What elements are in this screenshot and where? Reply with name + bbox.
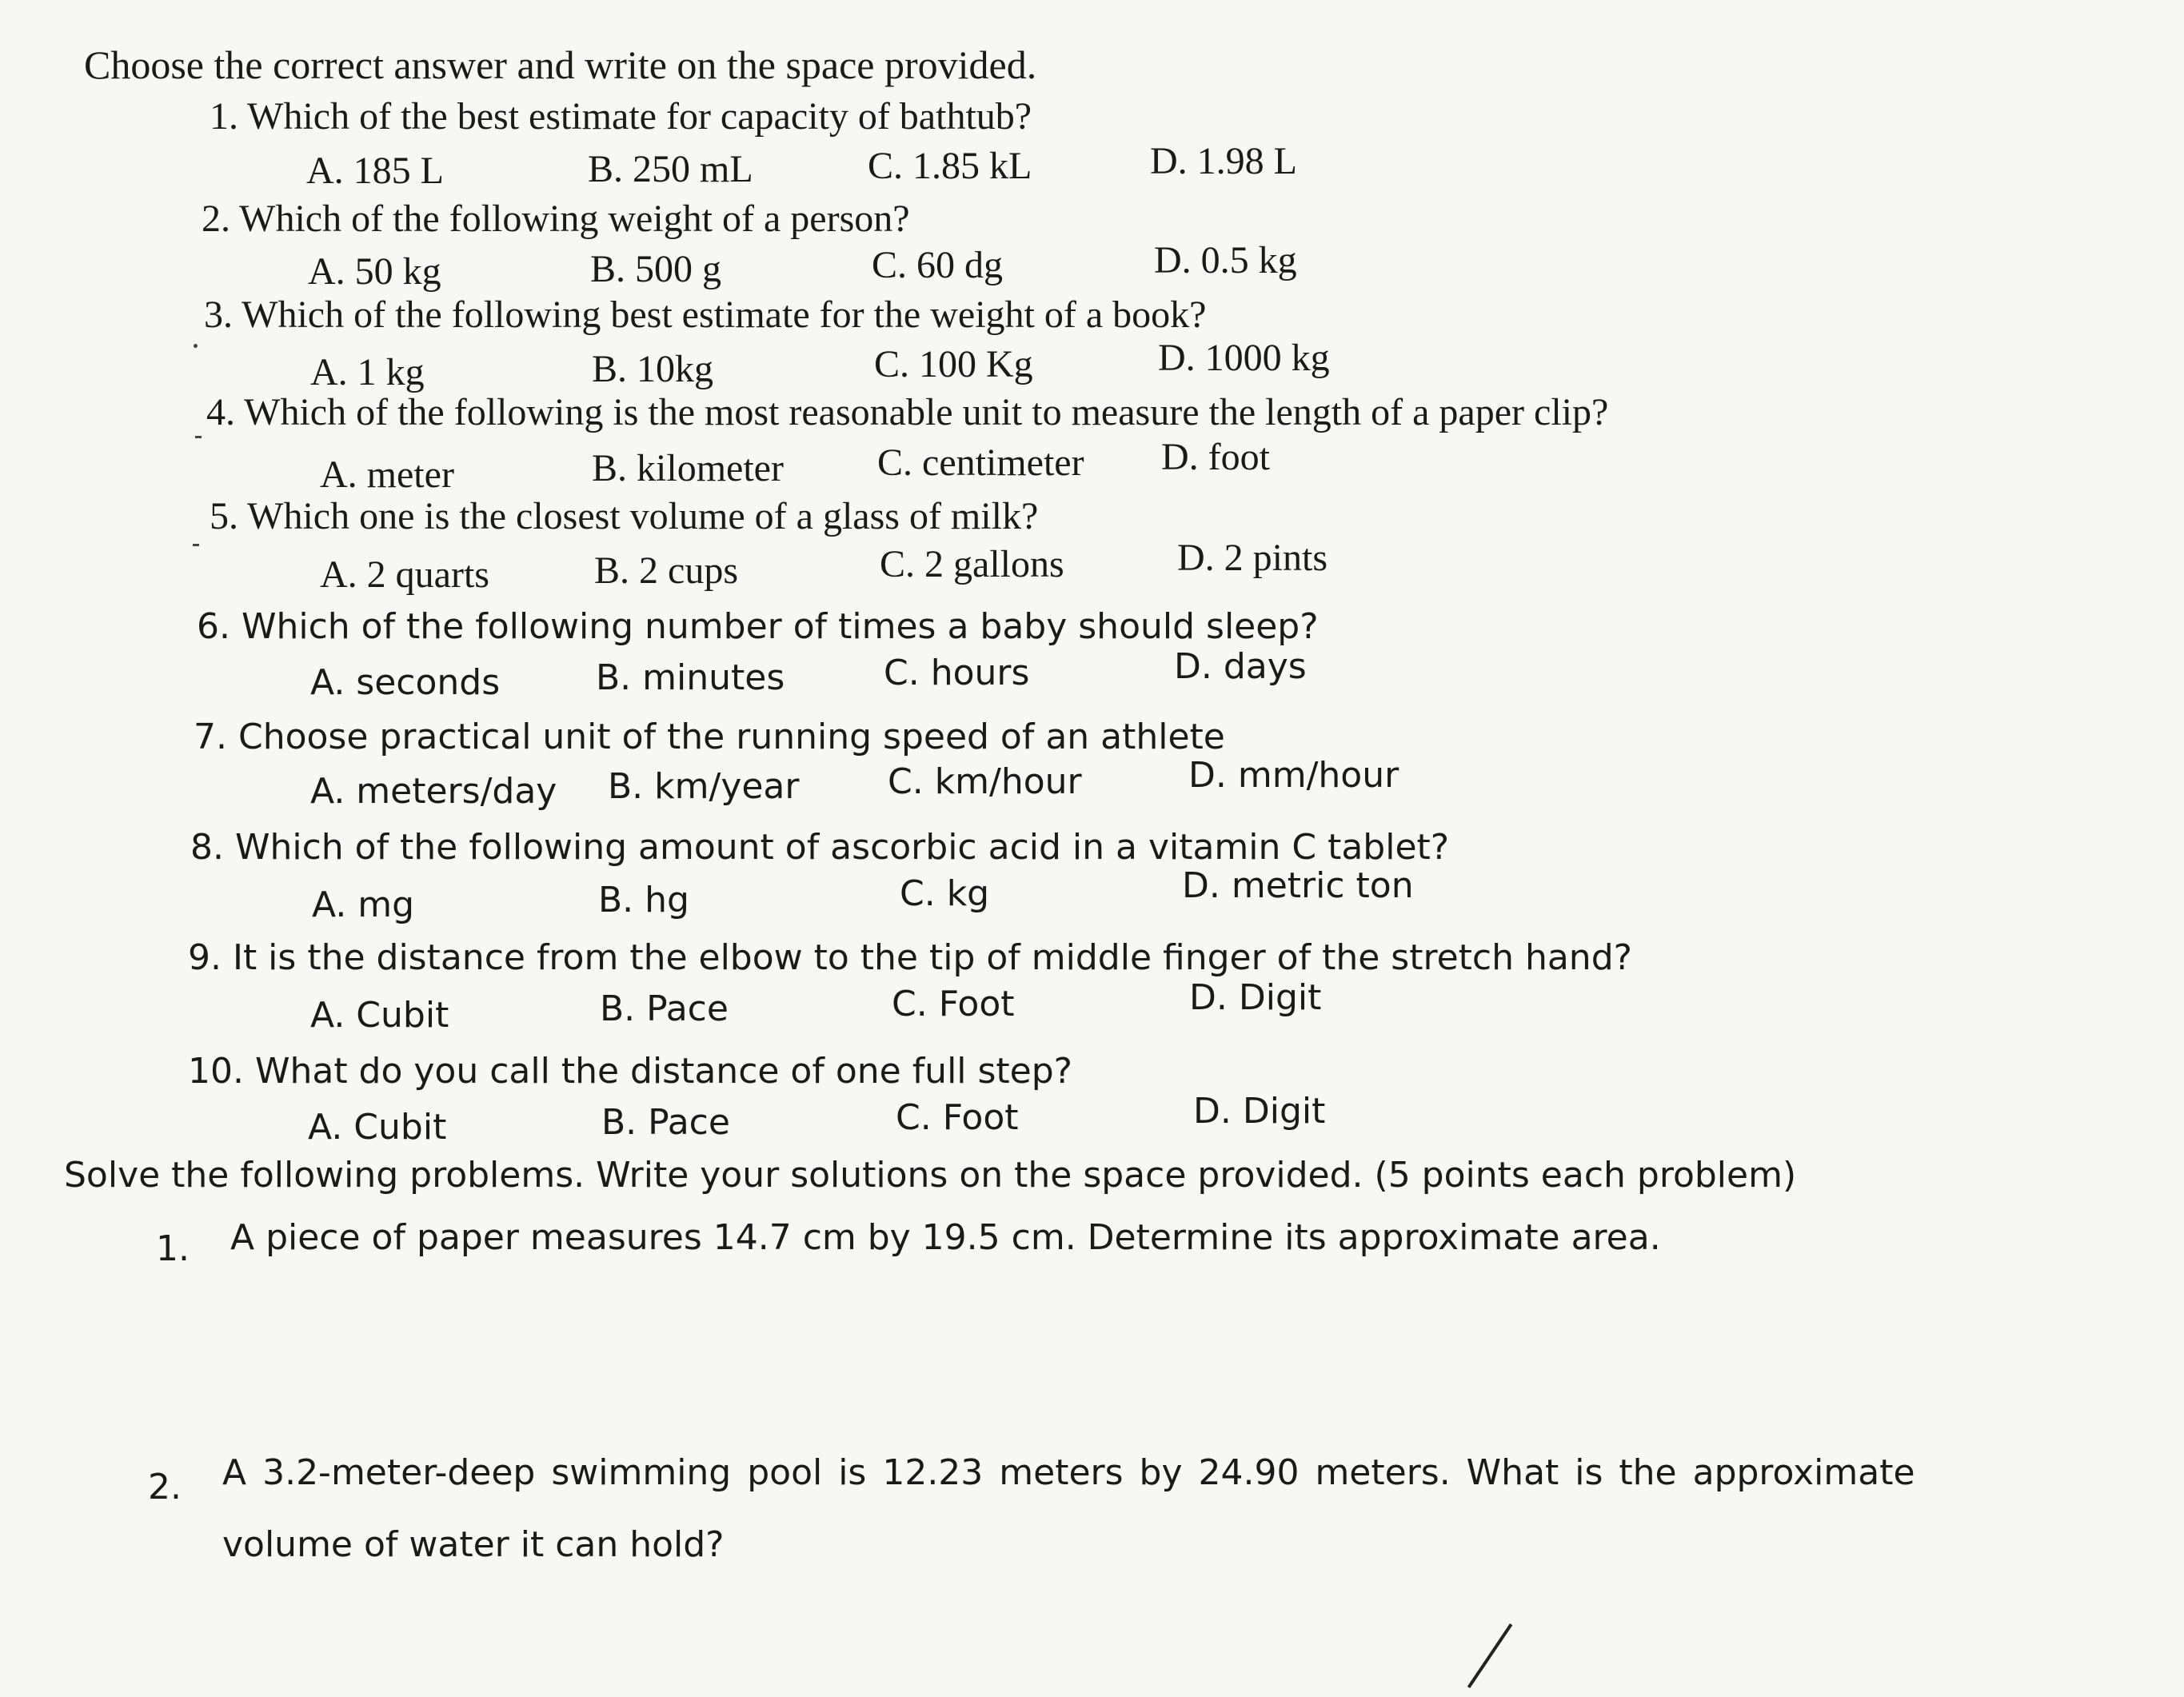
q2-option-b: B. 500 g [590,248,722,290]
question-5: 5. Which one is the closest volume of a glass of milk? [210,495,1039,537]
q8-option-b: B. hg [598,880,689,920]
problem-1-text: A piece of paper measures 14.7 cm by 19.5 cm. Determine its approximate area. [230,1217,1661,1258]
q8-option-d: D. metric ton [1182,865,1414,906]
q9-option-b: B. Pace [600,988,729,1029]
problem-2-line-1: A 3.2-meter-deep swimming pool is 12.23 meters by 24.90 meters. What is the approximate [222,1452,1915,1493]
q10-option-b: B. Pace [601,1102,730,1143]
mc-instruction: Choose the correct answer and write on the space provided. [84,42,1037,87]
problems-instruction: Solve the following problems. Write your solutions on the space provided. (5 points each problem) [64,1155,1797,1196]
q10-option-d: D. Digit [1193,1091,1326,1132]
problem-1-number: 1. [156,1228,190,1269]
q7-option-d: D. mm/hour [1188,755,1399,796]
q4-option-d: D. foot [1161,436,1270,478]
q7-option-c: C. km/hour [888,761,1082,802]
q8-option-c: C. kg [900,873,990,914]
question-7: 7. Choose practical unit of the running speed of an athlete [194,717,1225,757]
q10-option-c: C. Foot [896,1097,1019,1138]
question-10: 10. What do you call the distance of one full step? [188,1051,1073,1092]
margin-mark [195,436,202,438]
pen-stroke [1467,1623,1512,1688]
q1-option-a: A. 185 L [306,150,444,192]
q7-option-b: B. km/year [608,766,800,807]
q3-option-d: D. 1000 kg [1158,337,1330,379]
q4-option-b: B. kilometer [592,447,784,489]
q3-option-b: B. 10kg [592,348,714,390]
q7-option-a: A. meters/day [310,771,557,812]
q9-option-a: A. Cubit [310,995,449,1036]
q1-option-c: C. 1.85 kL [868,145,1032,187]
q5-option-d: D. 2 pints [1177,537,1328,579]
q2-option-d: D. 0.5 kg [1154,239,1297,282]
question-2: 2. Which of the following weight of a person? [202,198,910,240]
q2-option-c: C. 60 dg [872,244,1004,286]
q9-option-c: C. Foot [892,984,1015,1024]
margin-mark [194,344,198,348]
q4-option-a: A. meter [320,453,454,496]
q6-option-d: D. days [1174,646,1307,687]
q3-option-a: A. 1 kg [310,351,425,393]
q6-option-a: A. seconds [310,662,501,703]
q5-option-a: A. 2 quarts [320,553,489,596]
q6-option-b: B. minutes [596,657,785,698]
q9-option-d: D. Digit [1189,977,1322,1018]
question-1: 1. Which of the best estimate for capacity of bathtub? [210,95,1032,138]
problem-2-line-2: volume of water it can hold? [222,1524,725,1565]
q8-option-a: A. mg [312,884,415,925]
q2-option-a: A. 50 kg [308,250,441,293]
q1-option-d: D. 1.98 L [1150,140,1297,182]
problem-2-number: 2. [148,1467,182,1507]
q1-option-b: B. 250 mL [588,148,753,190]
q3-option-c: C. 100 Kg [874,343,1033,385]
q5-option-c: C. 2 gallons [880,543,1064,585]
question-3: 3. Which of the following best estimate for the weight of a book? [204,293,1207,336]
margin-mark [193,544,199,546]
question-8: 8. Which of the following amount of ascorbic acid in a vitamin C tablet? [190,827,1450,868]
q5-option-b: B. 2 cups [594,549,738,592]
question-6: 6. Which of the following number of times a baby should sleep? [197,606,1319,647]
question-4: 4. Which of the following is the most reasonable unit to measure the length of a paper clip? [206,391,1609,433]
q6-option-c: C. hours [884,653,1030,693]
q10-option-a: A. Cubit [308,1107,447,1148]
q4-option-c: C. centimeter [877,441,1084,484]
question-9: 9. It is the distance from the elbow to the tip of middle finger of the stretch hand? [188,937,1632,978]
